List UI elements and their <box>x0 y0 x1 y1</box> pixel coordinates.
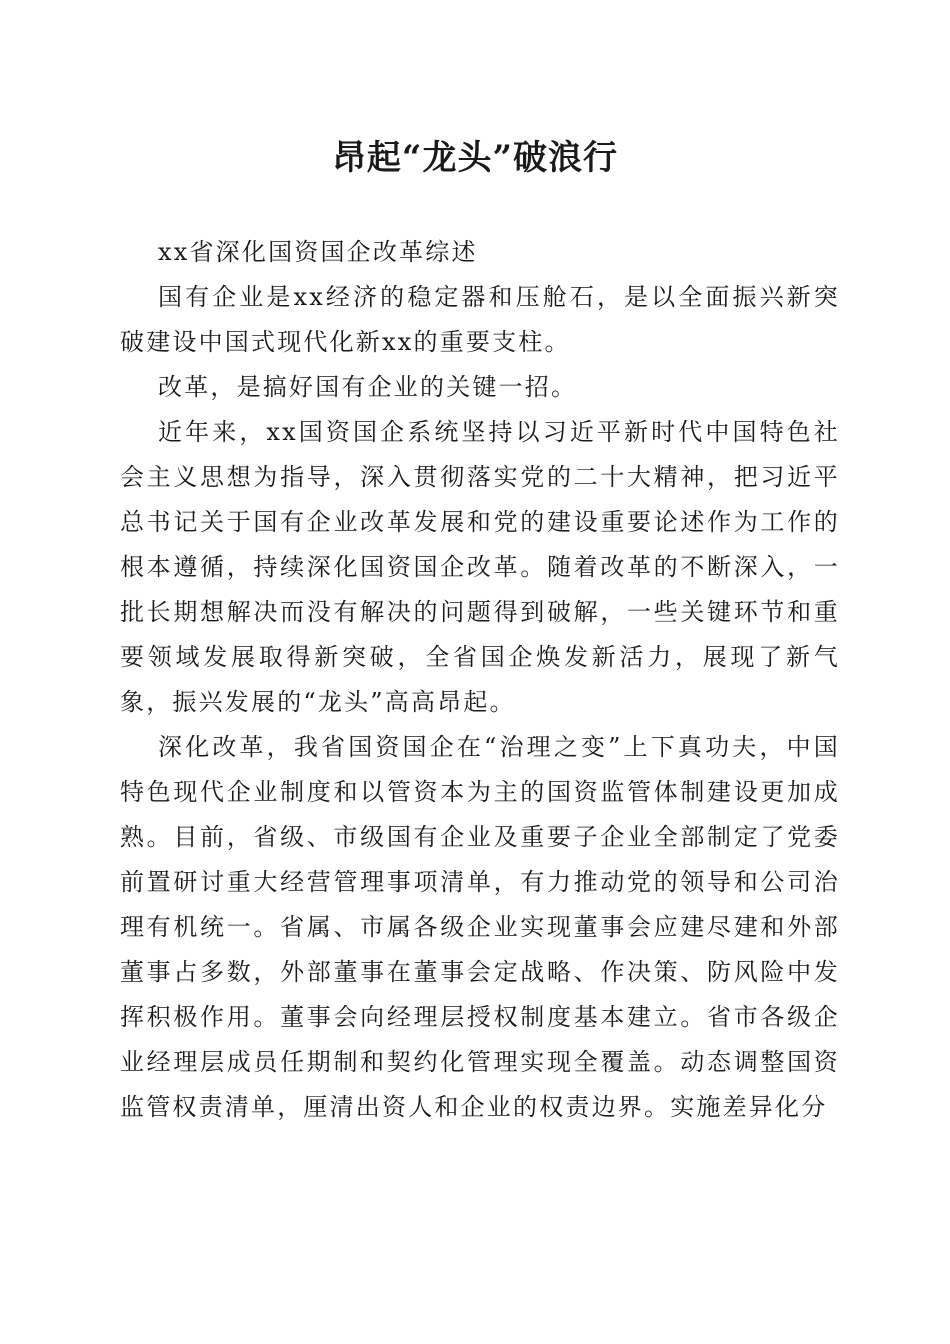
body-paragraph: 国有企业是xx经济的稳定器和压舱石，是以全面振兴新突破建设中国式现代化新xx的重要支柱。 <box>120 283 840 356</box>
body-paragraph: 深化改革，我省国资国企在“治理之变”上下真功夫，中国特色现代企业制度和以管资本为主的国资监管体制建设更加成熟。目前，省级、市级国有企业及重要子企业全部制定了党委前置研讨重大经营管理事项清单，有力推动党的领导和公司治理有机统一。省属、市属各级企业实现董事会应建尽建和外部董事占多数，外部董事在董事会定战略、作决策、防风险中发挥积极作用。董事会向经理层授权制度基本建立。省市各级企业经理层成员任期制和契约化管理实现全覆盖。动态调整国资监管权责清单，厘清出资人和企业的权责边界。实施差异化分 <box>120 733 840 1121</box>
body-paragraph: 改革，是搞好国有企业的关键一招。 <box>158 373 578 401</box>
document-body <box>120 230 840 1130</box>
document-title: 昂起“龙头”破浪行 <box>331 138 619 178</box>
subtitle-paragraph: xx省深化国资国企改革综述 <box>158 238 478 266</box>
body-paragraph: 近年来，xx国资国企系统坚持以习近平新时代中国特色社会主义思想为指导，深入贯彻落实党的二十大精神，把习近平总书记关于国有企业改革发展和党的建设重要论述作为工作的根本遵循，持续深化国资国企改革。随着改革的不断深入，一批长期想解决而没有解决的问题得到破解，一些关键环节和重要领域发展取得新突破，全省国企焕发新活力，展现了新气象，振兴发展的“龙头”高高昂起。 <box>120 418 840 716</box>
